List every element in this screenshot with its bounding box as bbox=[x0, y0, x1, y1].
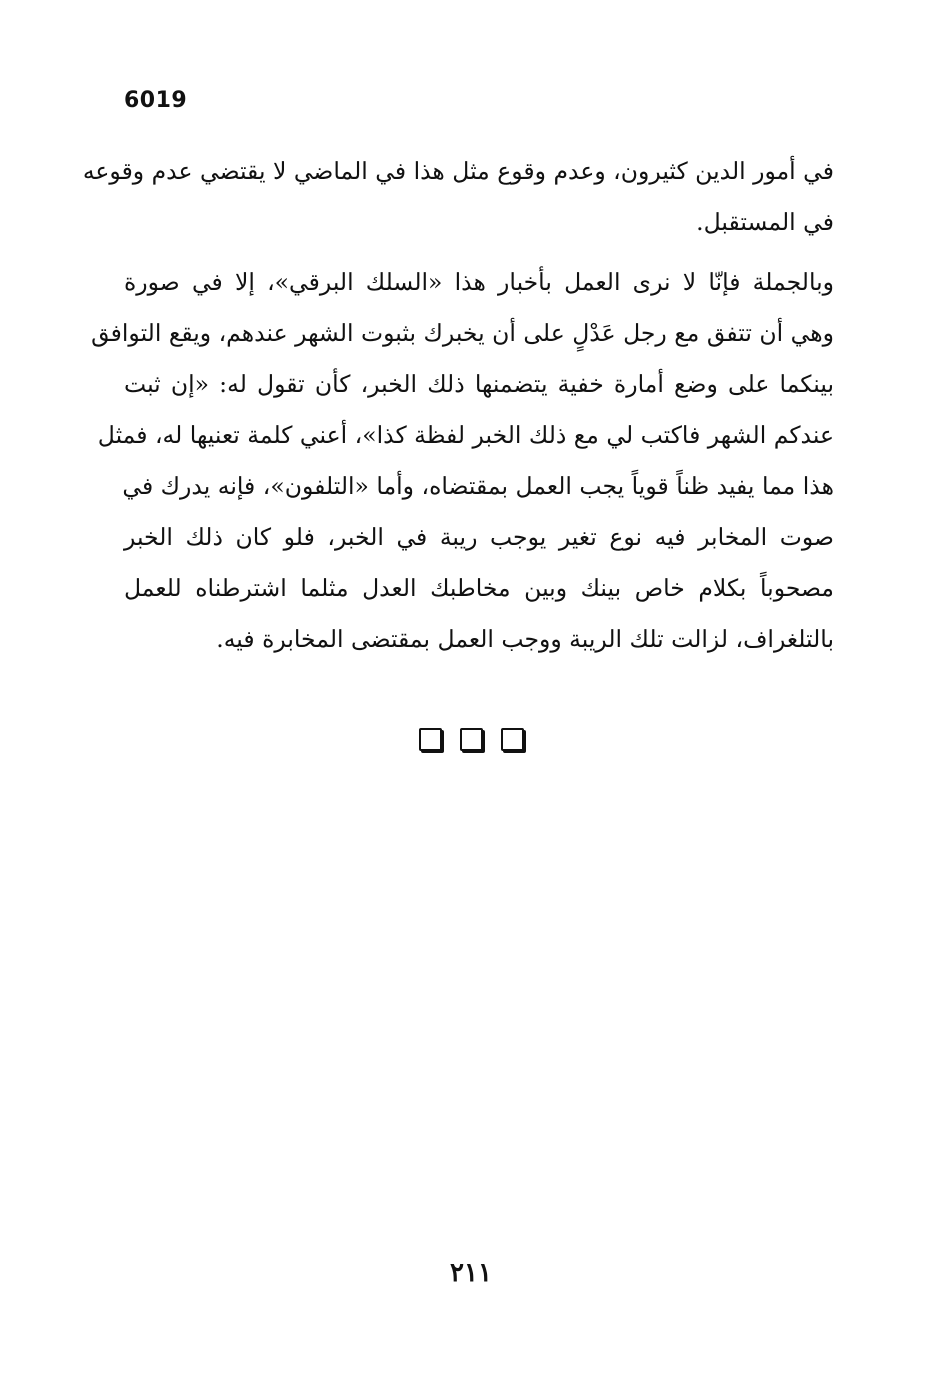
paragraph-1 bbox=[82, 146, 834, 248]
text-line: بينكما على وضع أمارة خفية يتضمنها ذلك الخبر، كأن تقول له: «إن ثبت bbox=[124, 370, 834, 398]
body-text bbox=[82, 146, 834, 665]
page-number: ٢١١ bbox=[450, 1258, 492, 1288]
square-ornament-icon bbox=[501, 728, 524, 751]
text-line: وبالجملة فإنّا لا نرى العمل بأخبار هذا «السلك البرقي»، إلا في صورة bbox=[124, 268, 834, 296]
text-line: بالتلغراف، لزالت تلك الريبة ووجب العمل بمقتضى المخابرة فيه. bbox=[216, 625, 834, 653]
text-line: وهي أن تتفق مع رجل عَدْلٍ على أن يخبرك بثبوت الشهر عندهم، ويقع التوافق bbox=[91, 319, 834, 347]
page-id: 6019 bbox=[124, 88, 188, 113]
paragraph-2 bbox=[91, 257, 834, 665]
section-end-ornament bbox=[0, 728, 942, 751]
text-line: في المستقبل. bbox=[696, 208, 834, 236]
text-line: هذا مما يفيد ظناً قوياً يجب العمل بمقتضاه، وأما «التلفون»، فإنه يدرك في bbox=[122, 472, 834, 500]
text-line: في أمور الدين كثيرون، وعدم وقوع مثل هذا في الماضي لا يقتضي عدم وقوعه bbox=[82, 157, 834, 185]
text-line: عندكم الشهر فاكتب لي مع ذلك الخبر لفظة كذا»، أعني كلمة تعنيها له، فمثل bbox=[97, 421, 834, 449]
text-line: صوت المخابر فيه نوع تغير يوجب ريبة في الخبر، فلو كان ذلك الخبر bbox=[124, 523, 834, 551]
square-ornament-icon bbox=[460, 728, 483, 751]
text-line: مصحوباً بكلام خاص بينك وبين مخاطبك العدل مثلما اشترطناه للعمل bbox=[124, 574, 834, 602]
square-ornament-icon bbox=[419, 728, 442, 751]
